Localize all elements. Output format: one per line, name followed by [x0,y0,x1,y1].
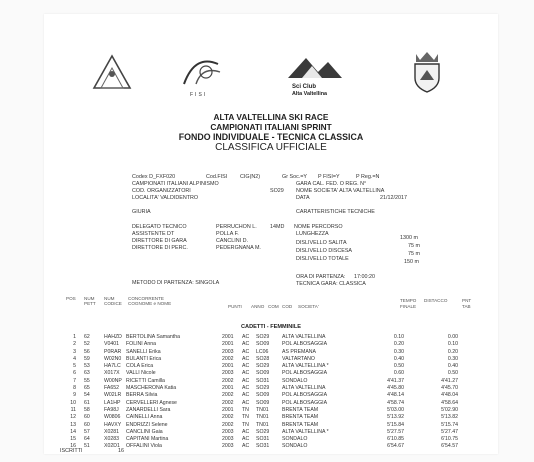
year-cell: 2002 [222,392,234,399]
col-concorrente-header: CONCORRENTE [128,296,164,301]
final-time-cell: 4'41.37 [387,377,404,384]
gap-cell: 6'54.57 [441,443,458,450]
col-finale-header: FINALE [400,304,417,309]
iscritti-label: ISCRITTI [60,448,83,454]
pos-cell: 2 [73,341,76,348]
pett-cell: 64 [84,436,90,443]
giuria-label: GIURIA [132,209,151,215]
committee-cell: AC [242,392,250,399]
pett-cell: 57 [84,428,90,435]
club-code-cell: TN01 [256,406,269,413]
athlete-name-cell: VALLI Nicole [126,370,156,377]
delegato-value: PERRUCHON L. [216,224,257,230]
club-name-cell: SONDALO [282,436,308,443]
athlete-name-cell: COLA Erica [126,363,154,370]
committee-cell: AC [242,443,250,450]
final-time-cell: 5'03.00 [387,406,404,413]
final-time-cell: 0.20 [393,341,404,348]
club-code-cell: SO09 [256,399,270,406]
code-cell: W00NP [104,377,122,384]
gap-cell: 6'10.75 [441,436,458,443]
gr-soc-label: Gr Soc.=Y [282,174,308,180]
col-pnt-header: PNT [462,298,472,303]
final-time-cell: 5'15.84 [387,421,404,428]
table-row [56,414,458,421]
table-row [56,341,458,348]
athlete-name-cell: BULANTI Erica [126,355,162,362]
club-code-cell: TN01 [256,421,269,428]
committee-cell: TN [242,414,249,421]
club-code-cell: SO29 [256,428,270,435]
club-code-cell: SO29 [256,363,270,370]
lunghezza-label: LUNGHEZZA [296,231,329,237]
gara-cal-label: GARA CAL. FED. O REG. N° [296,181,367,187]
discipline-title: FONDO INDIVIDUALE - TECNICA CLASSICA [178,132,364,142]
final-time-cell: 6'10.85 [387,436,404,443]
committee-cell: AC [242,355,250,362]
club-code-cell: SO31 [256,377,270,384]
club-code-cell: SO29 [256,385,270,392]
col-punti-header: PUNTI [228,304,242,309]
nome-societa-label: NOME SOCIETA' ALTA VALTELLINA [296,188,385,194]
col-codice-header: CODICE [104,301,122,306]
year-cell: 2002 [222,355,234,362]
event-title: ALTA VALTELLINA SKI RACE [213,112,329,122]
gap-cell: 5'02.90 [441,406,458,413]
gap-cell: 0.40 [447,363,458,370]
year-cell: 2001 [222,385,234,392]
col-tab-header: TAB [462,304,471,309]
data-value: 21/12/2017 [380,195,407,201]
committee-cell: AC [242,341,250,348]
club-name-cell: SONDALO [282,443,308,450]
code-cell: X0283 [104,436,120,443]
pos-cell: 9 [73,392,76,399]
tecnica-gara-label: TECNICA GARA: CLASSICA [296,281,366,287]
fisi-label: FISI [190,92,208,98]
caratteristiche-label: CARATTERISTICHE TECNICHE [296,209,375,215]
code-cell: FA652 [104,385,119,392]
code-cell: HAVXY [104,421,122,428]
club-name-cell: POL ALBOSAGGIA [282,392,328,399]
athlete-name-cell: FOLINI Anna [126,341,156,348]
committee-cell: AC [242,348,250,355]
gap-cell: 4'58.64 [441,399,458,406]
year-cell: 2002 [222,377,234,384]
pett-cell: 52 [84,341,90,348]
committee-cell: TN [242,406,249,413]
pett-cell: 56 [84,348,90,355]
metodo-partenza-label: METODO DI PARTENZA: SINGOLA [132,280,220,286]
final-time-cell: 0.40 [393,355,404,362]
committee-cell: AC [242,436,250,443]
p-reg-label: P Reg.=N [356,174,380,180]
pett-cell: 59 [84,355,90,362]
table-row [56,378,458,385]
code-cell: HAHZD [104,334,122,340]
table-row [56,370,458,377]
codex-label: Codex D_FXF020 [132,174,176,180]
club-name-cell: SONDALO [282,377,308,384]
municipal-crest-logo [410,50,444,99]
year-cell: 2003 [222,436,234,443]
athlete-name-cell: CAPITANI Martina [126,436,169,443]
committee-cell: AC [242,334,250,340]
cod-fisi-label: Cod.FISI [206,174,228,180]
athlete-name-cell: CANCLINI Gaia [126,428,163,435]
club-name-cell: POL ALBOSAGGIA [282,370,328,377]
fisi-logo [178,54,226,99]
table-row [56,436,458,443]
ora-partenza-label: ORA DI PARTENZA: [296,274,346,280]
club-name-cell: ALTA VALTELLINA [282,334,326,340]
table-row [56,443,458,450]
pos-cell: 16 [70,443,76,450]
gap-cell: 4'48.04 [441,392,458,399]
committee-cell: AC [242,428,250,435]
dir-gara-value: CANCLINI D. [216,238,249,244]
col-num-header: NUM [84,296,95,301]
committee-cell: AC [242,385,250,392]
club-code-cell: SO28 [256,355,270,362]
club-code-cell: SO09 [256,341,270,348]
club-name-cell: BRENTA TEAM [282,414,319,421]
final-time-cell: 4'58.74 [387,399,404,406]
pos-cell: 8 [73,385,76,392]
iscritti-value: 16 [118,448,124,454]
category-heading: CADETTI - FEMMINILE [241,324,301,330]
col-cognome-header: COGNOME e NOME [128,301,172,306]
nome-percorso-label: NOME PERCORSO [294,224,343,230]
cod-org-value: SO29 [270,188,284,194]
table-row [56,356,458,363]
localita-label: LOCALITA' VALDIDENTRO [132,195,199,201]
pos-cell: 5 [73,363,76,370]
club-name-cell: ALTA VALTELLINA [282,385,326,392]
col-num-codice-header: NUM [104,296,115,301]
pos-cell: 4 [73,355,76,362]
club-name-cell: ALTA VALTELLINA * [282,428,329,435]
pett-cell: 63 [84,370,90,377]
dislivello-salita-label: DISLIVELLO SALITA [296,240,347,246]
pos-cell: 10 [70,399,76,406]
pos-cell: 12 [70,414,76,421]
club-name-cell: POL ALBOSAGGIA [282,341,328,348]
committee-cell: AC [242,363,250,370]
year-cell: 2003 [222,348,234,355]
table-row [56,349,458,356]
assistente-label: ASSISTENTE DT [132,231,175,237]
p-fisi-label: P FISI=Y [318,174,340,180]
club-code-cell: SO09 [256,370,270,377]
club-code-cell: SO29 [256,334,270,340]
year-cell: 2002 [222,399,234,406]
table-row [56,392,458,399]
col-com-header: COM [268,304,279,309]
delegato-label: DELEGATO TECNICO [132,224,187,230]
year-cell: 2001 [222,334,234,340]
club-name-cell: ALTA VALTELLINA * [282,363,329,370]
pett-cell: 60 [84,414,90,421]
athlete-name-cell: CAINELLI Anna [126,414,163,421]
pett-cell: 58 [84,406,90,413]
pett-cell: 62 [84,334,90,340]
code-cell: W02LR [104,392,122,399]
delegato-code: 14MD [270,224,285,230]
year-cell: 2002 [222,421,234,428]
table-row [56,334,458,341]
athlete-name-cell: ENDRIZZI Selene [126,421,168,428]
committee-cell: AC [242,370,250,377]
code-cell: LA1HP [104,399,121,406]
dir-gara-label: DIRETTORE DI GARA [132,238,187,244]
committee-cell: TN [242,421,249,428]
sci-club-label: Sci Club [292,84,317,90]
final-time-cell: 5'13.92 [387,414,404,421]
table-row [56,407,458,414]
code-cell: X02D1 [104,443,120,450]
code-cell: X0281 [104,428,120,435]
gap-cell: 0.10 [447,341,458,348]
pos-cell: 6 [73,370,76,377]
sci-club-sublabel: Alta Valtellina [292,91,328,97]
pos-cell: 14 [70,428,76,435]
final-time-cell: 5'27.57 [387,428,404,435]
dislivello-discesa-label: DISLIVELLO DISCESA [296,248,353,254]
dislivello-totale-value: 150 m [404,259,419,265]
athlete-name-cell: BERTOLINA Samantha [126,334,181,340]
gap-cell: 5'13.82 [441,414,458,421]
club-name-cell: BRENTA TEAM [282,406,319,413]
table-row [56,429,458,436]
year-cell: 2002 [222,414,234,421]
table-row [56,400,458,407]
pett-cell: 65 [84,385,90,392]
club-code-cell: TN01 [256,414,269,421]
campionati-label: CAMPIONATI ITALIANI ALPINISMO [132,181,219,187]
dir-perc-value: PEDERGNANA M. [216,245,261,251]
dislivello-totale-label: DISLIVELLO TOTALE [296,256,349,262]
code-cell: FA98J [104,406,119,413]
code-cell: X017X [104,370,120,377]
athlete-name-cell: CERVELLERI Agnese [126,399,177,406]
pett-cell: 55 [84,377,90,384]
committee-cell: AC [242,399,250,406]
final-time-cell: 0.10 [393,334,404,340]
data-label: DATA [296,195,310,201]
year-cell: 2003 [222,428,234,435]
pos-cell: 1 [73,334,76,340]
final-time-cell: 0.50 [393,363,404,370]
code-cell: HA7LC [104,363,121,370]
results-table [56,334,458,451]
final-time-cell: 6'54.67 [387,443,404,450]
dislivello-salita-value: 75 m [408,243,420,249]
cig-label: CIG(N2) [240,174,261,180]
col-anno-header: ANNO [251,304,265,309]
pett-cell: 53 [84,363,90,370]
dir-perc-label: DIRETTORE DI PERC. [132,245,188,251]
sci-club-logo [284,54,346,97]
table-row [56,422,458,429]
athlete-name-cell: BERRA Silvia [126,392,158,399]
gap-cell: 0.20 [447,348,458,355]
club-name-cell: POL ALBOSAGGIA [282,399,328,406]
code-cell: V0401 [104,341,120,348]
lunghezza-value: 1300 m [400,235,418,241]
pos-cell: 13 [70,421,76,428]
col-pett-header: PETT [84,301,96,306]
pos-cell: 11 [70,406,76,413]
pett-cell: 60 [84,421,90,428]
gap-cell: 4'41.27 [441,377,458,384]
club-name-cell: AS PREMANA [282,348,317,355]
final-time-cell: 4'48.14 [387,392,404,399]
gap-cell: 4'45.70 [441,385,458,392]
gap-cell: 0.30 [447,355,458,362]
gap-cell: 0.50 [447,370,458,377]
pett-cell: 54 [84,392,90,399]
final-time-cell: 4'45.80 [387,385,404,392]
pos-cell: 3 [73,348,76,355]
pett-cell: 61 [84,399,90,406]
pett-cell: 51 [84,443,90,450]
cod-org-label: COD. ORGANIZZATORI [132,188,191,194]
championship-title: CAMPIONATI ITALIANI SPRINT [210,122,332,132]
athlete-name-cell: MASCHERONA Katia [126,385,177,392]
year-cell: 2003 [222,370,234,377]
col-pos-header: POS [66,296,76,301]
year-cell: 2001 [222,363,234,370]
results-sheet [44,14,498,454]
club-code-cell: SO31 [256,436,270,443]
gap-cell: 5'27.47 [441,428,458,435]
table-row [56,363,458,370]
col-distacco-header: DISTACCO [424,298,448,303]
gap-cell: 0.00 [447,334,458,340]
final-time-cell: 0.30 [393,348,404,355]
page-title: CLASSIFICA UFFICIALE [215,142,327,153]
olympic-logo [90,52,134,97]
table-row [56,385,458,392]
pos-cell: 15 [70,436,76,443]
code-cell: P0RAR [104,348,122,355]
club-code-cell: LC06 [256,348,269,355]
club-code-cell: SO31 [256,443,270,450]
dislivello-discesa-value: 75 m [408,251,420,257]
athlete-name-cell: ZANARDELLI Sara [126,406,171,413]
committee-cell: AC [242,377,250,384]
pos-cell: 7 [73,377,76,384]
athlete-name-cell: SANELLI Erika [126,348,161,355]
club-name-cell: VALTARTANO [282,355,315,362]
col-cod-header: COD [282,304,293,309]
year-cell: 2001 [222,341,234,348]
assistente-value: POLLA F. [216,231,239,237]
year-cell: 2001 [222,406,234,413]
code-cell: W02N0 [104,355,122,362]
athlete-name-cell: OFFALINI Viola [126,443,162,450]
gap-cell: 5'15.74 [441,421,458,428]
club-code-cell: SO09 [256,392,270,399]
ora-partenza-value: 17:00:20 [354,274,375,280]
code-cell: W0806 [104,414,121,421]
final-time-cell: 0.60 [393,370,404,377]
club-name-cell: BRENTA TEAM [282,421,319,428]
year-cell: 2003 [222,443,234,450]
col-societa-header: SOCIETA' [298,304,319,309]
col-tempo-header: TEMPO [400,298,417,303]
athlete-name-cell: RICETTI Camilla [126,377,165,384]
